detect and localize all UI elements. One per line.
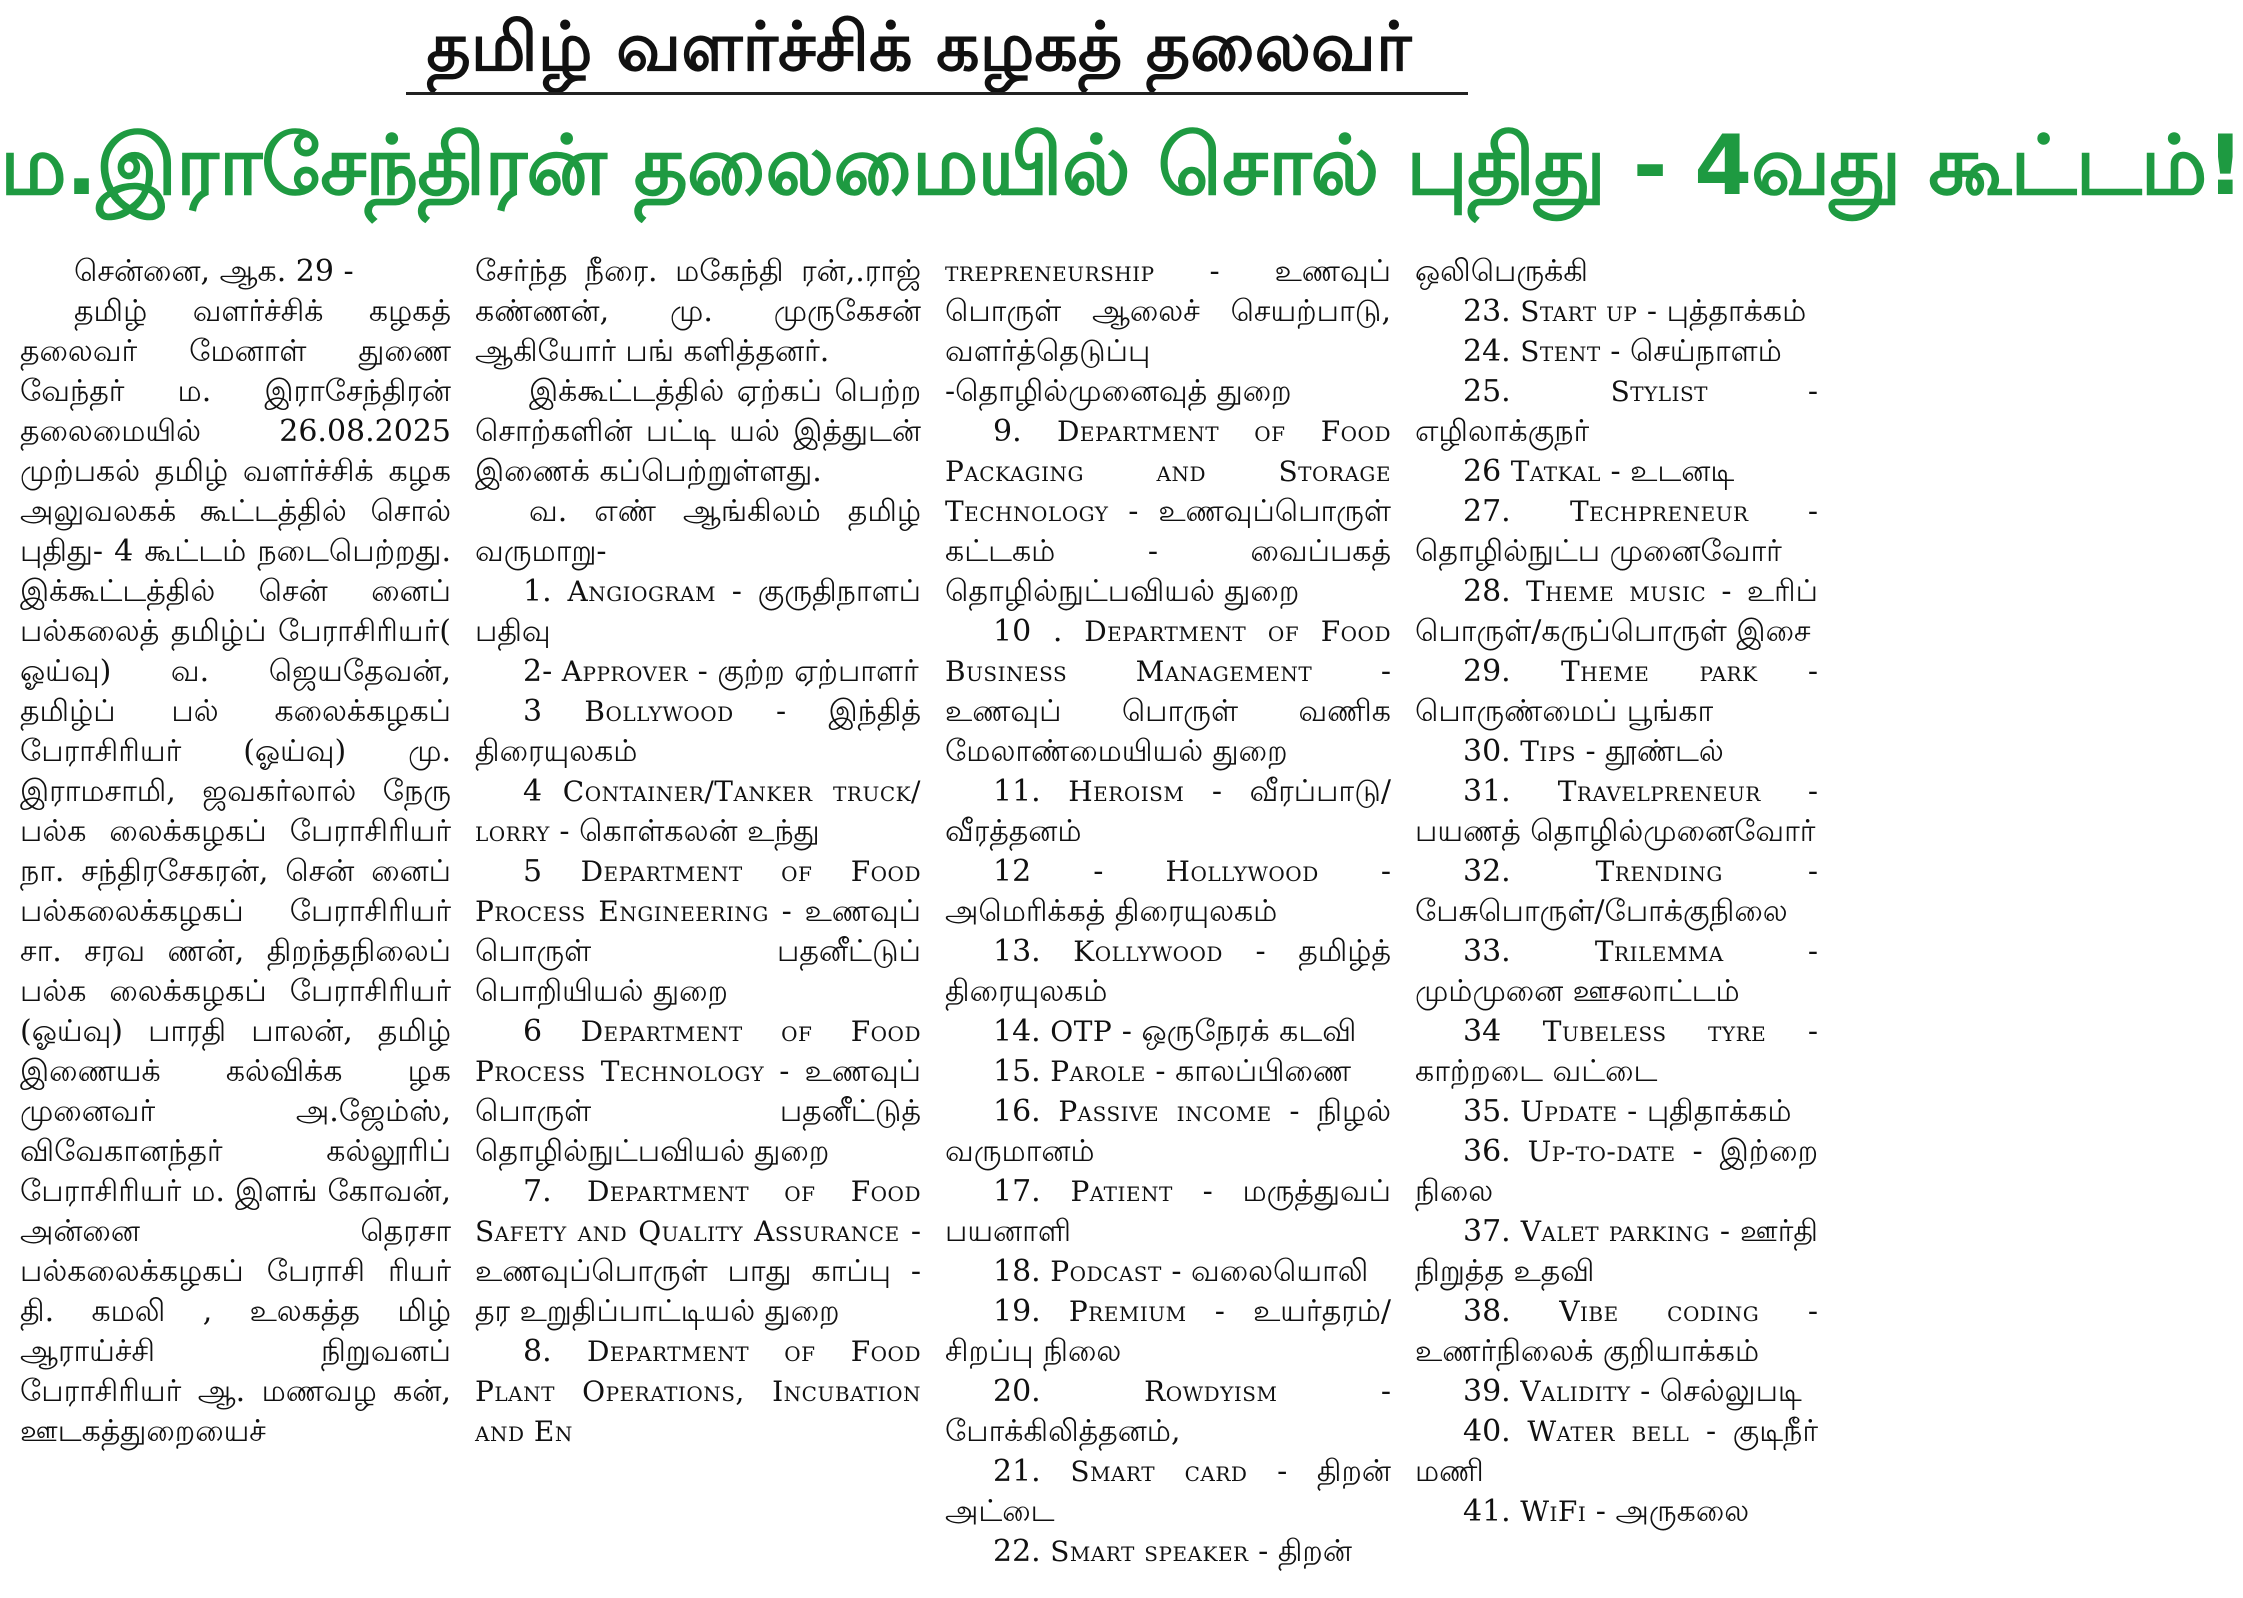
glossary-entry: 13. Kollywood - தமிழ்த் திரையுலகம் bbox=[945, 934, 1391, 1009]
glossary-entry: 17. Patient - மருத்துவப் பயனாளி bbox=[945, 1174, 1391, 1249]
entry-number: 38. bbox=[1463, 1294, 1560, 1329]
column-4 bbox=[1403, 252, 1830, 1582]
english-term: Tubeless tyre bbox=[1542, 1015, 1767, 1048]
tamil-term: செய்நாளம் bbox=[1629, 334, 1782, 369]
glossary-entry: 22. Smart speaker - திறன் bbox=[993, 1534, 1352, 1569]
entry-number: 15. bbox=[993, 1054, 1051, 1089]
glossary-entry: 27. Techpreneur - தொழில்நுட்ப முனைவோர் bbox=[1415, 494, 1818, 569]
english-term: Travelpreneur bbox=[1557, 775, 1761, 808]
tamil-term: இந்தித் திரையுலகம் bbox=[475, 694, 921, 769]
english-term: Patient bbox=[1070, 1175, 1173, 1208]
entry-number: 9. bbox=[993, 414, 1057, 449]
tamil-term: உணவுப் பொருள் ஆலைச் செயற்பாடு, வளர்த்தெடுப்பு -தொழில்முனைவுத் துறை bbox=[945, 254, 1391, 409]
tamil-term: திறன் bbox=[1277, 1534, 1352, 1569]
tamil-term: போக்கிலித்தனம், bbox=[945, 1414, 1181, 1449]
paragraph-2: இக்கூட்டத்தில் ஏற்கப் பெற்ற சொற்களின் பட்டி யல் இத்துடன் இணைக் கப்பெற்றுள்ளது. bbox=[475, 374, 921, 489]
tamil-term: வீரப்பாடு/ வீரத்தனம் bbox=[945, 774, 1391, 849]
english-term: OTP bbox=[1050, 1015, 1113, 1048]
glossary-entry: 32. Trending - பேசுபொருள்/போக்குநிலை bbox=[1415, 854, 1818, 929]
english-term: WiFi bbox=[1520, 1495, 1587, 1528]
english-term: trepreneurship bbox=[945, 255, 1155, 288]
glossary-entry: 37. Valet parking - ஊர்தி நிறுத்த உதவி bbox=[1415, 1214, 1818, 1289]
tamil-term: பொருண்மைப் பூங்கா bbox=[1415, 694, 1714, 729]
english-term: Department of Food Safety and Quality Assurance bbox=[475, 1175, 921, 1248]
english-term: Tips bbox=[1520, 735, 1576, 768]
tamil-term: காலப்பிணை bbox=[1175, 1054, 1352, 1089]
glossary-entry: trepreneurship - உணவுப் பொருள் ஆலைச் செயற்பாடு, வளர்த்தெடுப்பு -தொழில்முனைவுத் துறை bbox=[945, 254, 1391, 409]
column-1 bbox=[8, 252, 463, 1582]
tamil-term: அருகலை bbox=[1615, 1494, 1750, 1529]
column-2 bbox=[463, 252, 933, 1582]
tamil-term: பேசுபொருள்/போக்குநிலை bbox=[1415, 894, 1788, 929]
english-term: Smart speaker bbox=[1050, 1535, 1249, 1568]
glossary-entry: 20. Rowdyism - போக்கிலித்தனம், bbox=[945, 1374, 1391, 1449]
tamil-term: ஒருநேரக் கடவி bbox=[1141, 1014, 1357, 1049]
tamil-term: உணவுப் பொருள் வணிக மேலாண்மையியல் துறை bbox=[945, 694, 1391, 769]
glossary-entry: 6 Department of Food Process Technology - உணவுப் பொருள் பதனீட்டுத் தொழில்நுட்பவியல் துறை bbox=[475, 1014, 921, 1169]
entry-number: 11. bbox=[993, 774, 1069, 809]
entry-number: 31. bbox=[1463, 774, 1558, 809]
entry-number: 19. bbox=[993, 1294, 1069, 1329]
entry-number: 34 bbox=[1463, 1014, 1543, 1049]
tamil-term: ஊர்தி நிறுத்த உதவி bbox=[1415, 1214, 1818, 1289]
entry-number: 24. bbox=[1463, 334, 1521, 369]
entry-number: 41. bbox=[1463, 1494, 1521, 1529]
english-term: Heroism bbox=[1068, 775, 1185, 808]
tamil-term: உணவுப் பொருள் பதனீட்டுப் பொறியியல் துறை bbox=[475, 894, 921, 1009]
tamil-term: உணவுப்பொருள் கட்டகம் - வைப்பகத் தொழில்நுட்பவியல் துறை bbox=[945, 494, 1391, 609]
tamil-term: காற்றடை வட்டை bbox=[1415, 1054, 1658, 1089]
english-term: Department of Food Plant Operations, Incubation and En bbox=[475, 1335, 921, 1448]
entry-number: 23. bbox=[1463, 294, 1521, 329]
tamil-term: குற்ற ஏற்பாளர் bbox=[717, 654, 919, 689]
tamil-term: தொழில்நுட்ப முனைவோர் bbox=[1415, 534, 1782, 569]
tamil-term: திறன் அட்டை bbox=[945, 1454, 1391, 1529]
english-term: Techpreneur bbox=[1569, 495, 1749, 528]
entry-number: 29. bbox=[1463, 654, 1562, 689]
paragraph-1: தமிழ் வளர்ச்சிக் கழகத் தலைவர் மேனாள் துணை வேந்தர் ம. இராசேந்திரன் தலைமையில் 26.08.2025 முற்பகல் தமிழ் வளர்ச்சிக் கழக அலுவலகக் கூட்டத்தில் சொல் புதிது- 4 கூட்டம் நடைபெற்றது. இக்கூட்டத்தில் சென் னைப் பல்கலைத் தமிழ்ப் பேராசிரியர்( ஓய்வு) வ. ஜெயதேவன், தமிழ்ப் பல் கலைக்கழகப் பேராசிரியர் (ஓய்வு) மு. இராமசாமி, ஜவகர்லால் நேரு பல்க லைக்கழகப் பேராசிரியர் நா. சந்திரசேகரன், சென் னைப் பல்கலைக்கழகப் பேராசிரியர் சா. சரவ ணன், திறந்தநிலைப் பல்க லைக்கழகப் பேராசிரியர் (ஓய்வு) பாரதி பாலன், தமிழ் இணையக் கல்விக்க ழக முனைவர் அ.ஜேம்ஸ், விவேகானந்தர் கல்லூரிப் பேராசிரியர் ம. இளங் கோவன், அன்னை தெரசா பல்கலைக்கழகப் பேராசி ரியர் தி. கமலி , உலகத்த மிழ் ஆராய்ச்சி நிறுவனப் பேராசிரியர் ஆ. மணவழ கன், ஊடகத்துறையைச் bbox=[20, 294, 451, 1449]
glossary-entry: 11. Heroism - வீரப்பாடு/ வீரத்தனம் bbox=[945, 774, 1391, 849]
english-term: Start up bbox=[1520, 295, 1638, 328]
glossary-entry: 12 - Hollywood - அமெரிக்கத் திரையுலகம் bbox=[945, 854, 1391, 929]
glossary-entry: 29. Theme park - பொருண்மைப் பூங்கா bbox=[1415, 654, 1818, 729]
entry-number: 28. bbox=[1463, 574, 1526, 609]
english-term: Theme park bbox=[1561, 655, 1758, 688]
tamil-term: உடனடி bbox=[1630, 454, 1735, 489]
tamil-term: பயணத் தொழில்முனைவோர் bbox=[1415, 814, 1816, 849]
tamil-term: உரிப் பொருள்/கருப்பொருள் இசை bbox=[1415, 574, 1818, 649]
glossary-entry: 38. Vibe coding - உணர்நிலைக் குறியாக்கம் bbox=[1415, 1294, 1818, 1369]
tamil-term: நிழல் வருமானம் bbox=[945, 1094, 1392, 1169]
english-term: Water bell bbox=[1527, 1415, 1690, 1448]
english-term: Vibe coding bbox=[1559, 1295, 1760, 1328]
english-term: Tatkal bbox=[1510, 455, 1601, 488]
kicker-heading: தமிழ் வளர்ச்சிக் கழகத் தலைவர் bbox=[426, 8, 1412, 87]
english-term: Stent bbox=[1520, 335, 1601, 368]
tamil-term: மருத்துவப் பயனாளி bbox=[945, 1174, 1391, 1249]
tamil-term: மும்முனை ஊசலாட்டம் bbox=[1415, 974, 1740, 1009]
glossary-entry bbox=[1415, 252, 1818, 292]
entry-number: 17. bbox=[993, 1174, 1071, 1209]
glossary-entry: 19. Premium - உயர்தரம்/ சிறப்பு நிலை bbox=[945, 1294, 1391, 1369]
english-term: Stylist bbox=[1610, 375, 1709, 408]
tamil-term: அமெரிக்கத் திரையுலகம் bbox=[945, 894, 1278, 929]
entry-number: 14. bbox=[993, 1014, 1051, 1049]
english-term: Bollywood bbox=[584, 695, 734, 728]
tamil-term: உயர்தரம்/ சிறப்பு நிலை bbox=[945, 1294, 1391, 1369]
tamil-term: செல்லுபடி bbox=[1659, 1374, 1802, 1409]
glossary-entry: 39. Validity - செல்லுபடி bbox=[1463, 1374, 1802, 1409]
entry-number: 3 bbox=[523, 694, 585, 729]
tamil-term: கொள்கலன் உந்து bbox=[579, 814, 820, 849]
kicker-underline bbox=[406, 92, 1468, 95]
glossary-entry: 5 Department of Food Process Engineering - உணவுப் பொருள் பதனீட்டுப் பொறியியல் துறை bbox=[475, 854, 921, 1009]
english-term: Smart card bbox=[1070, 1455, 1248, 1488]
entry-number: 18. bbox=[993, 1254, 1051, 1289]
english-term: Kollywood bbox=[1073, 935, 1223, 968]
glossary-entry: 28. Theme music - உரிப் பொருள்/கருப்பொருள் இசை bbox=[1415, 574, 1818, 649]
english-term: Podcast bbox=[1050, 1255, 1162, 1288]
glossary-entry: 31. Travelpreneur - பயணத் தொழில்முனைவோர் bbox=[1415, 774, 1818, 849]
entry-number: 16. bbox=[993, 1094, 1059, 1129]
english-term: Update bbox=[1520, 1095, 1618, 1128]
glossary-entry: 3 Bollywood - இந்தித் திரையுலகம் bbox=[475, 694, 921, 769]
glossary-entry: 16. Passive income - நிழல் வருமானம் bbox=[945, 1094, 1392, 1169]
entry-number: 25. bbox=[1463, 374, 1611, 409]
tamil-term: குடிநீர் மணி bbox=[1415, 1414, 1818, 1489]
english-term: Angiogram bbox=[567, 575, 716, 608]
tamil-term: எழிலாக்குநர் bbox=[1415, 414, 1590, 449]
entry-number: 27. bbox=[1463, 494, 1570, 529]
glossary-list bbox=[1415, 252, 1818, 1532]
tamil-term: தூண்டல் bbox=[1605, 734, 1724, 769]
english-term: Container/Tanker truck/ lorry bbox=[475, 775, 921, 848]
entry-number: 7. bbox=[523, 1174, 587, 1209]
entry-number: 35. bbox=[1463, 1094, 1521, 1129]
entry-number: 30. bbox=[1463, 734, 1521, 769]
entry-number: 5 bbox=[523, 854, 581, 889]
glossary-entry: 14. OTP - ஒருநேரக் கடவி bbox=[993, 1014, 1357, 1049]
english-term: Validity bbox=[1520, 1375, 1631, 1408]
tamil-term: உணவுப் பொருள் பதனீட்டுத் தொழில்நுட்பவியல் துறை bbox=[475, 1054, 921, 1169]
english-term: Up-to-date bbox=[1527, 1135, 1676, 1168]
glossary-entry: 4 Container/Tanker truck/ lorry - கொள்கலன் உந்து bbox=[475, 774, 921, 849]
entry-number: 40. bbox=[1463, 1414, 1528, 1449]
tamil-term: ஒலிபெருக்கி bbox=[1415, 254, 1588, 289]
column-3 bbox=[933, 252, 1403, 1582]
entry-number: 2- bbox=[523, 654, 562, 689]
entry-number: 36. bbox=[1463, 1134, 1528, 1169]
english-term: Parole bbox=[1050, 1055, 1146, 1088]
entry-number: 12 - bbox=[993, 854, 1166, 889]
glossary-entry bbox=[475, 1332, 921, 1452]
english-term: Passive income bbox=[1058, 1095, 1272, 1128]
glossary-entry: 9. Department of Food Packaging and Storage Technology - உணவுப்பொருள் கட்டகம் - வைப்பகத் தொழில்நுட்பவியல் துறை bbox=[945, 414, 1391, 609]
entry-number: 21. bbox=[993, 1454, 1071, 1489]
english-term: Rowdyism bbox=[1144, 1375, 1278, 1408]
glossary-entry: 34 Tubeless tyre - காற்றடை வட்டை bbox=[1415, 1014, 1818, 1089]
entry-number: 1. bbox=[523, 574, 568, 609]
english-term: Trending bbox=[1595, 855, 1723, 888]
glossary-entry: 35. Update - புதிதாக்கம் bbox=[1463, 1094, 1792, 1129]
entry-number: 37. bbox=[1463, 1214, 1521, 1249]
glossary-entry: 21. Smart card - திறன் அட்டை bbox=[945, 1454, 1391, 1529]
english-term: Department of Food Process Engineering bbox=[475, 855, 921, 928]
tamil-term: தமிழ்த் திரையுலகம் bbox=[945, 934, 1391, 1009]
glossary-entry: 40. Water bell - குடிநீர் மணி bbox=[1415, 1414, 1818, 1489]
glossary-entry: 26 Tatkal - உடனடி bbox=[1463, 454, 1735, 489]
paragraph-1-continued: சேர்ந்த நீரை. மகேந்தி ரன்,.ராஜ் கண்ணன், மு. முருகேசன் ஆகியோர் பங் களித்தனர். bbox=[475, 254, 921, 369]
english-term: Department of Food Packaging and Storage Technology bbox=[945, 415, 1391, 528]
entry-number: 26 bbox=[1463, 454, 1511, 489]
english-term: Valet parking bbox=[1520, 1215, 1710, 1248]
entry-number: 4 bbox=[523, 774, 563, 809]
entry-number: 6 bbox=[523, 1014, 581, 1049]
english-term: Premium bbox=[1068, 1295, 1187, 1328]
entry-number: 13. bbox=[993, 934, 1074, 969]
glossary-entry: 18. Podcast - வலையொலி bbox=[993, 1254, 1369, 1289]
english-term: Approver bbox=[561, 655, 689, 688]
entry-number: 20. bbox=[993, 1374, 1145, 1409]
tamil-term: உணர்நிலைக் குறியாக்கம் bbox=[1415, 1334, 1760, 1369]
glossary-entry: 25. Stylist - எழிலாக்குநர் bbox=[1415, 374, 1818, 449]
tamil-term: இற்றை நிலை bbox=[1415, 1134, 1818, 1209]
english-term: Hollywood bbox=[1165, 855, 1319, 888]
tamil-term: புத்தாக்கம் bbox=[1666, 294, 1807, 329]
english-term: Theme music bbox=[1525, 575, 1707, 608]
glossary-list bbox=[475, 572, 921, 1452]
glossary-entry: 1. Angiogram - குருதிநாளப் பதிவு bbox=[475, 574, 921, 649]
entry-number: 8. bbox=[523, 1334, 587, 1369]
english-term: Trilemma bbox=[1594, 935, 1724, 968]
dateline: சென்னை, ஆக. 29 - bbox=[74, 254, 354, 289]
tamil-term: வலையொலி bbox=[1191, 1254, 1369, 1289]
glossary-entry: 36. Up-to-date - இற்றை நிலை bbox=[1415, 1134, 1818, 1209]
glossary-list bbox=[945, 252, 1391, 1572]
headline: ம.இராசேந்திரன் தலைமையில் சொல் புதிது - 4வது கூட்டம்! bbox=[0, 117, 2243, 214]
entry-number: 33. bbox=[1463, 934, 1595, 969]
glossary-entry: 2- Approver - குற்ற ஏற்பாளர் bbox=[523, 654, 919, 689]
glossary-entry: 23. Start up - புத்தாக்கம் bbox=[1463, 294, 1807, 329]
entry-number: 22. bbox=[993, 1534, 1051, 1569]
entry-number: 39. bbox=[1463, 1374, 1521, 1409]
glossary-entry: 10 . Department of Food Business Management - உணவுப் பொருள் வணிக மேலாண்மையியல் துறை bbox=[945, 614, 1391, 769]
glossary-entry: 33. Trilemma - மும்முனை ஊசலாட்டம் bbox=[1415, 934, 1818, 1009]
english-term: Department of Food Business Management bbox=[945, 615, 1391, 688]
entry-number: 32. bbox=[1463, 854, 1596, 889]
glossary-entry: 15. Parole - காலப்பிணை bbox=[993, 1054, 1352, 1089]
english-term: Department of Food Process Technology bbox=[475, 1015, 921, 1088]
tamil-term: புதிதாக்கம் bbox=[1646, 1094, 1792, 1129]
tamil-term: உணவுப்பொருள் பாது காப்பு - தர உறுதிப்பாட்டியல் துறை bbox=[475, 1254, 921, 1329]
glossary-entry: 30. Tips - தூண்டல் bbox=[1463, 734, 1724, 769]
glossary-entry: 24. Stent - செய்நாளம் bbox=[1463, 334, 1782, 369]
glossary-entry: 41. WiFi - அருகலை bbox=[1463, 1494, 1750, 1529]
article-body bbox=[8, 252, 1830, 1582]
paragraph-3: வ. எண் ஆங்கிலம் தமிழ் வருமாறு- bbox=[475, 494, 921, 569]
tamil-term: குருதிநாளப் பதிவு bbox=[475, 574, 921, 649]
entry-number: 10 . bbox=[993, 614, 1085, 649]
glossary-entry: 7. Department of Food Safety and Quality Assurance - உணவுப்பொருள் பாது காப்பு - தர உறுதிப்பாட்டியல் துறை bbox=[475, 1174, 921, 1329]
